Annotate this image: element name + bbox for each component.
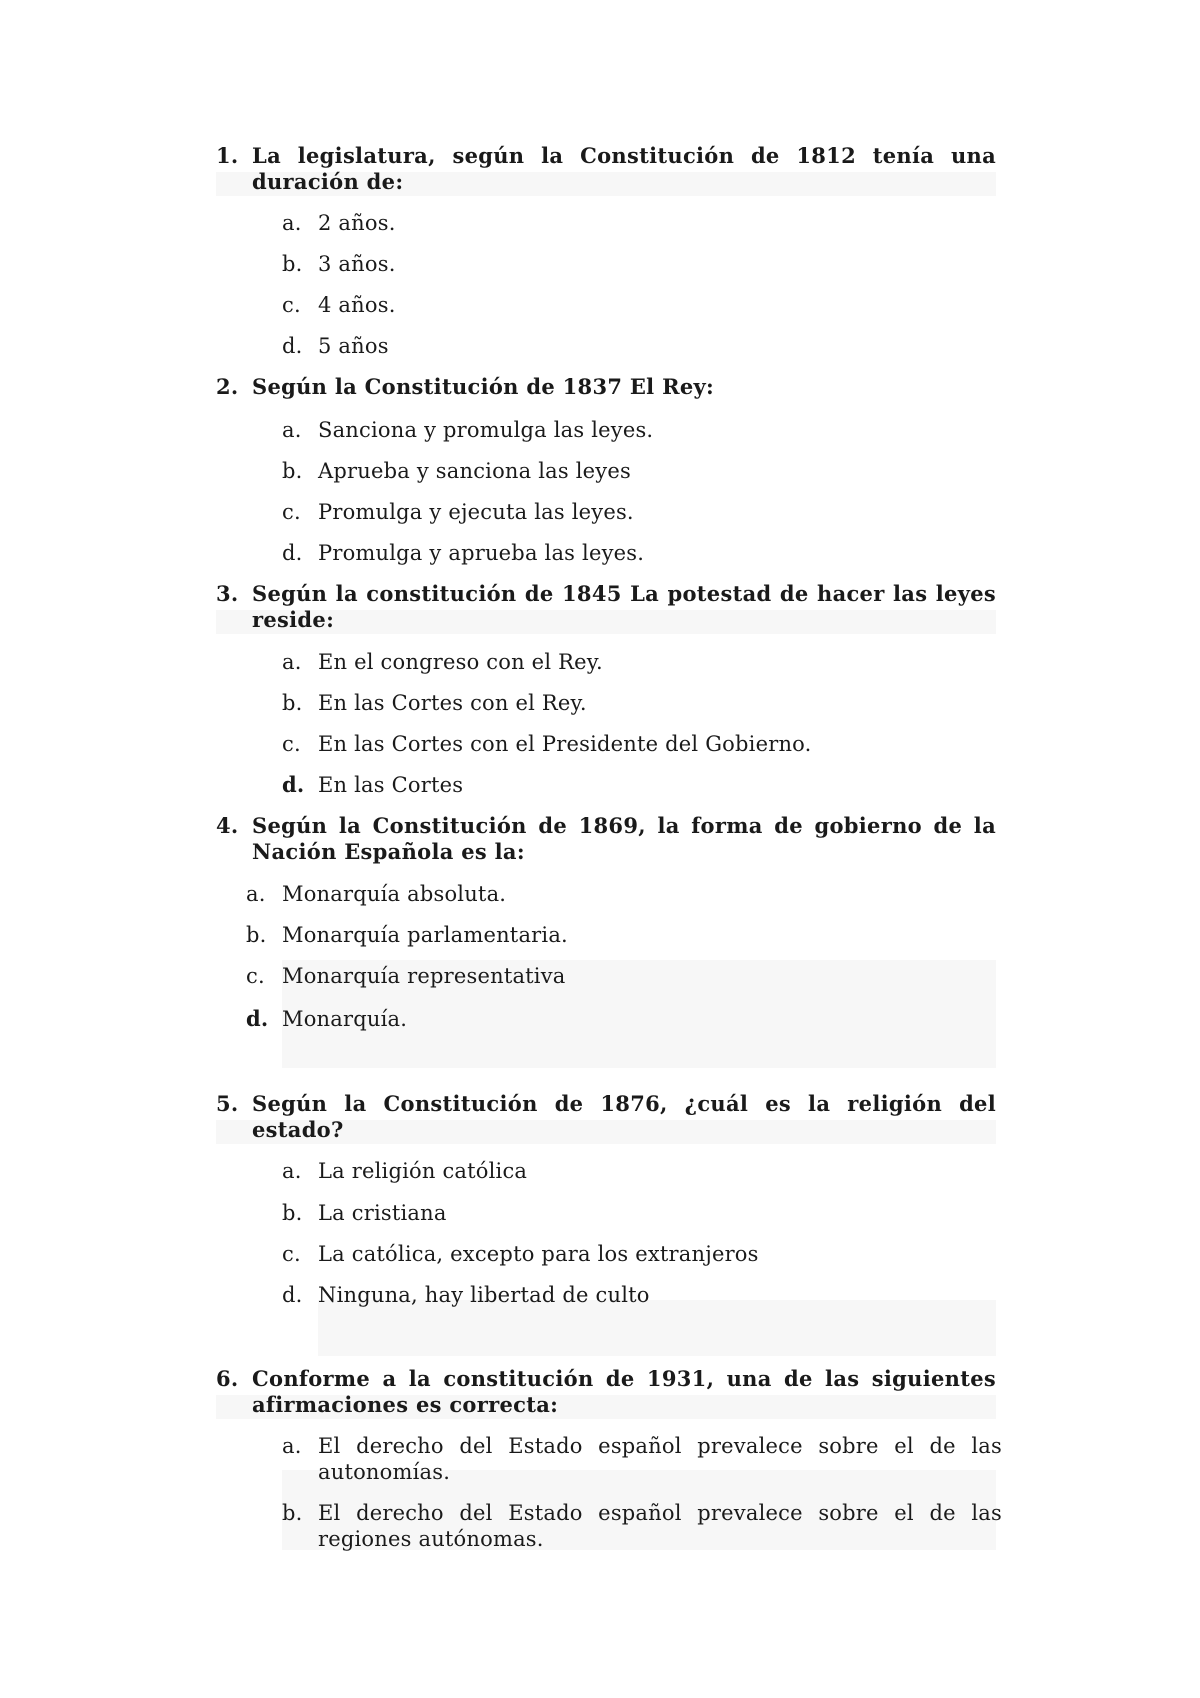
- option-letter: c.: [282, 1242, 301, 1266]
- option-letter: b.: [282, 1501, 303, 1525]
- question-text: La legislatura, según la Constitución de 1812 tenía una duración de:: [252, 143, 996, 194]
- question-1: [216, 143, 996, 195]
- option-text: Monarquía.: [282, 1007, 408, 1031]
- option-letter: d.: [282, 334, 303, 358]
- option-text: Monarquía absoluta.: [282, 882, 507, 906]
- option-text: Aprueba y sanciona las leyes: [318, 459, 631, 483]
- option-3c: [282, 731, 1002, 757]
- option-text: El derecho del Estado español prevalece sobre el de las autonomías.: [318, 1434, 1002, 1484]
- option-5c: [282, 1241, 1002, 1267]
- option-text: En las Cortes con el Presidente del Gobierno.: [318, 732, 812, 756]
- option-5d: [282, 1282, 1002, 1308]
- option-text: La cristiana: [318, 1201, 447, 1225]
- option-letter: d.: [282, 541, 303, 565]
- option-2a: [282, 417, 1002, 443]
- option-text: 5 años: [318, 334, 389, 358]
- option-letter: d.: [282, 1283, 303, 1307]
- shade-band: [318, 1300, 996, 1356]
- option-text: En el congreso con el Rey.: [318, 650, 603, 674]
- question-number: 6.: [216, 1366, 239, 1391]
- option-letter: a.: [246, 882, 266, 906]
- question-text: Según la constitución de 1845 La potestad de hacer las leyes reside:: [252, 581, 996, 632]
- option-text: 4 años.: [318, 293, 396, 317]
- option-text: Sanciona y promulga las leyes.: [318, 418, 654, 442]
- option-letter: d.: [246, 1006, 269, 1031]
- question-number: 5.: [216, 1091, 239, 1116]
- option-letter: c.: [282, 500, 301, 524]
- option-letter: b.: [246, 923, 267, 947]
- question-text: Según la Constitución de 1869, la forma de gobierno de la Nación Española es la:: [252, 813, 996, 864]
- option-5a: [282, 1158, 1002, 1184]
- question-6: [216, 1366, 996, 1418]
- option-6a: [282, 1433, 1002, 1485]
- option-3a: [282, 649, 1002, 675]
- question-number: 4.: [216, 813, 239, 838]
- option-4a: [246, 881, 966, 907]
- option-letter: c.: [246, 964, 265, 988]
- option-text: La religión católica: [318, 1159, 528, 1183]
- question-5: [216, 1091, 996, 1143]
- option-text: En las Cortes: [318, 773, 464, 797]
- option-1c: [282, 292, 1002, 318]
- option-text: 3 años.: [318, 252, 396, 276]
- option-text: Promulga y aprueba las leyes.: [318, 541, 645, 565]
- question-text: Conforme a la constitución de 1931, una de las siguientes afirmaciones es correcta:: [252, 1366, 996, 1417]
- option-letter: b.: [282, 691, 303, 715]
- option-4c: [246, 963, 966, 989]
- option-letter: a.: [282, 211, 302, 235]
- option-letter: b.: [282, 1201, 303, 1225]
- option-3d: [282, 772, 1002, 798]
- option-letter: a.: [282, 650, 302, 674]
- option-6b: [282, 1500, 1002, 1552]
- question-text: Según la Constitución de 1837 El Rey:: [252, 374, 715, 399]
- option-text: Monarquía parlamentaria.: [282, 923, 568, 947]
- option-text: En las Cortes con el Rey.: [318, 691, 587, 715]
- option-letter: a.: [282, 1159, 302, 1183]
- option-4d: [246, 1006, 966, 1032]
- option-text: La católica, excepto para los extranjeros: [318, 1242, 759, 1266]
- option-2d: [282, 540, 1002, 566]
- option-letter: a.: [282, 418, 302, 442]
- option-text: Monarquía representativa: [282, 964, 566, 988]
- option-1a: [282, 210, 1002, 236]
- option-5b: [282, 1200, 1002, 1226]
- option-letter: b.: [282, 459, 303, 483]
- option-1b: [282, 251, 1002, 277]
- option-3b: [282, 690, 1002, 716]
- question-number: 3.: [216, 581, 239, 606]
- option-letter: b.: [282, 252, 303, 276]
- option-text: 2 años.: [318, 211, 396, 235]
- option-letter: d.: [282, 772, 305, 797]
- option-2c: [282, 499, 1002, 525]
- question-4: [216, 813, 996, 865]
- question-text: Según la Constitución de 1876, ¿cuál es la religión del estado?: [252, 1091, 996, 1142]
- question-2: [216, 374, 996, 400]
- question-3: [216, 581, 996, 633]
- option-letter: c.: [282, 732, 301, 756]
- option-letter: a.: [282, 1434, 302, 1458]
- question-number: 1.: [216, 143, 239, 168]
- option-4b: [246, 922, 966, 948]
- option-text: Ninguna, hay libertad de culto: [318, 1283, 650, 1307]
- question-number: 2.: [216, 374, 239, 399]
- option-letter: c.: [282, 293, 301, 317]
- option-1d: [282, 333, 1002, 359]
- option-text: Promulga y ejecuta las leyes.: [318, 500, 634, 524]
- option-text: El derecho del Estado español prevalece sobre el de las regiones autónomas.: [318, 1501, 1002, 1551]
- option-2b: [282, 458, 1002, 484]
